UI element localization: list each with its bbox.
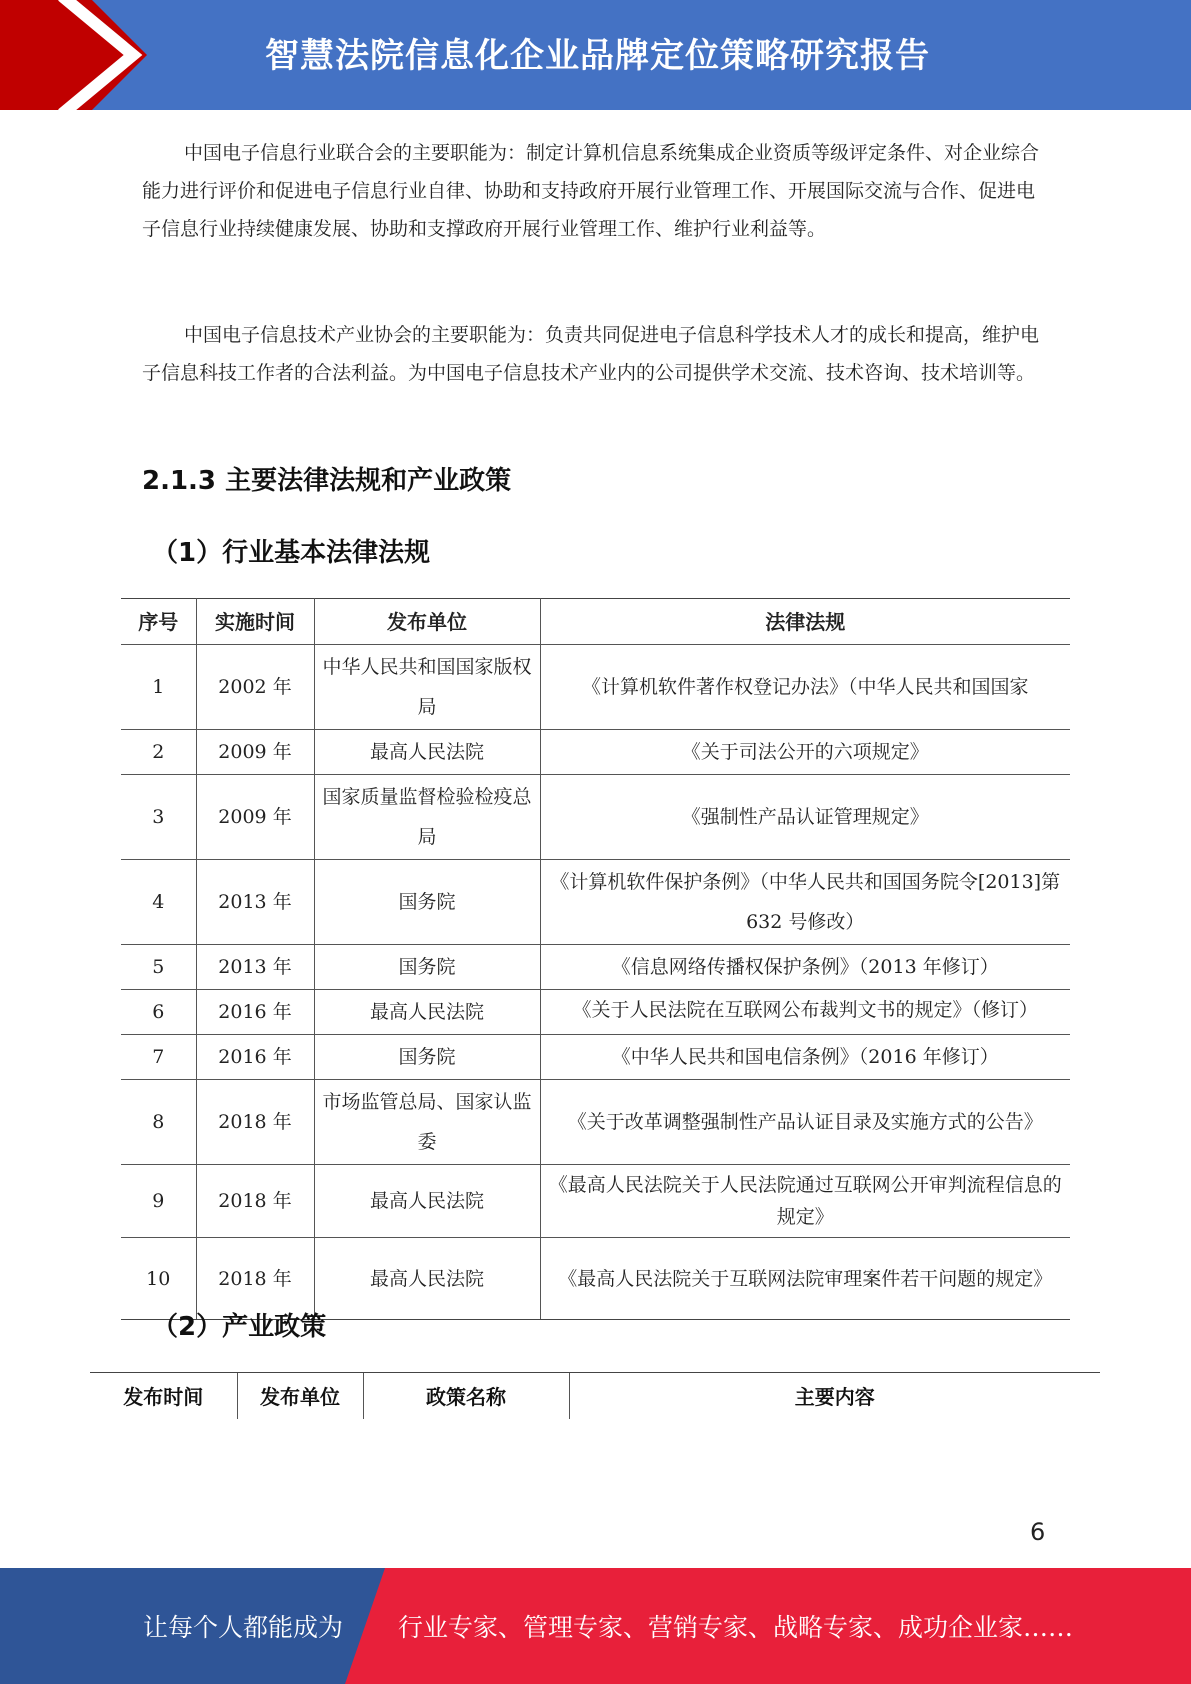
table-row [121,860,1070,945]
table-row [121,1035,1070,1080]
header-org: 发布单位 [314,599,540,645]
row-year: 2009 年 [196,775,314,860]
row-no: 2 [121,730,196,775]
table-row [121,945,1070,990]
header-publisher: 发布单位 [237,1373,363,1419]
law-heading: （1）行业基本法律法规 [152,538,431,568]
row-no: 4 [121,860,196,945]
footer-slogan-right: 行业专家、管理专家、营销专家、战略专家、成功企业家…… [398,1613,1074,1642]
footer-slogan-left: 让每个人都能成为 [143,1613,344,1642]
row-law-cell [540,990,1070,1035]
row-law: 《强制性产品认证管理规定》 [540,775,1070,860]
header-no: 序号 [121,599,196,645]
header-year: 实施时间 [196,599,314,645]
row-no: 5 [121,945,196,990]
row-year: 2002 年 [196,645,314,730]
row-no: 7 [121,1035,196,1080]
page-footer-banner [0,1568,1191,1684]
row-law: 《关于人民法院在互联网公布裁判文书的规定》（修订） [572,999,1038,1021]
row-law: 《计算机软件保护条例》（中华人民共和国国务院令[2013]第 632 号修改） [540,860,1070,945]
row-org: 国务院 [314,1035,540,1080]
header-law: 法律法规 [540,599,1070,645]
row-no: 1 [121,645,196,730]
row-year: 2013 年 [196,945,314,990]
table-row [121,1165,1070,1238]
policy-table-header-row [90,1373,1100,1419]
table-row [121,990,1070,1035]
row-year: 2013 年 [196,860,314,945]
header-policy-name: 政策名称 [363,1373,569,1419]
table-row [121,730,1070,775]
page-header-banner [0,0,1191,110]
paragraph-1-text: 中国电子信息行业联合会的主要职能为：制定计算机信息系统集成企业资质等级评定条件、对企业综合能力进行评价和促进电子信息行业自律、协助和支持政府开展行业管理工作、开展国际交流与合作、促进电子信息行业持续健康发展、协助和支撑政府开展行业管理工作、维护行业利益等。 [142,142,1040,240]
row-org: 国务院 [314,860,540,945]
paragraph-1 [142,134,1052,248]
row-no: 6 [121,990,196,1035]
report-title: 智慧法院信息化企业品牌定位策略研究报告 [265,36,930,76]
row-org: 市场监管总局、国家认监委 [314,1080,540,1165]
paragraph-2 [142,316,1052,392]
table-row [121,775,1070,860]
table-row [121,1080,1070,1165]
row-law: 《最高人民法院关于人民法院通过互联网公开审判流程信息的规定》 [540,1165,1070,1238]
row-law: 《信息网络传播权保护条例》（2013 年修订） [540,945,1070,990]
row-year: 2018 年 [196,1165,314,1238]
row-law: 《关于改革调整强制性产品认证目录及实施方式的公告》 [540,1080,1070,1165]
row-no: 9 [121,1165,196,1238]
row-year: 2009 年 [196,730,314,775]
row-year: 2016 年 [196,990,314,1035]
row-no: 3 [121,775,196,860]
page-number: 6 [1030,1518,1046,1546]
header-publish-time: 发布时间 [90,1373,237,1419]
table-row [121,645,1070,730]
row-org: 最高人民法院 [314,730,540,775]
law-table [121,598,1070,1320]
row-year: 2018 年 [196,1080,314,1165]
row-law: 《关于司法公开的六项规定》 [540,730,1070,775]
row-year: 2018 年 [196,1238,314,1320]
header-red-chevron [0,0,150,110]
row-year: 2016 年 [196,1035,314,1080]
row-law: 《中华人民共和国电信条例》（2016 年修订） [540,1035,1070,1080]
header-main-content: 主要内容 [569,1373,1100,1419]
row-law: 《计算机软件著作权登记办法》（中华人民共和国国家 [540,645,1070,730]
row-org: 国务院 [314,945,540,990]
row-no: 8 [121,1080,196,1165]
row-org: 最高人民法院 [314,1238,540,1320]
row-org: 最高人民法院 [314,1165,540,1238]
row-org: 国家质量监督检验检疫总局 [314,775,540,860]
section-heading: 2.1.3 主要法律法规和产业政策 [142,466,512,496]
law-table-header-row [121,599,1070,645]
row-org: 最高人民法院 [314,990,540,1035]
row-no: 10 [121,1238,196,1320]
row-org: 中华人民共和国国家版权局 [314,645,540,730]
row-law: 《最高人民法院关于互联网法院审理案件若干问题的规定》 [540,1238,1070,1320]
paragraph-2-text: 中国电子信息技术产业协会的主要职能为：负责共同促进电子信息科学技术人才的成长和提高，维护电子信息科技工作者的合法利益。为中国电子信息技术产业内的公司提供学术交流、技术咨询、技术培训等。 [142,324,1040,384]
policy-heading: （2）产业政策 [152,1312,327,1342]
policy-table [90,1372,1100,1419]
